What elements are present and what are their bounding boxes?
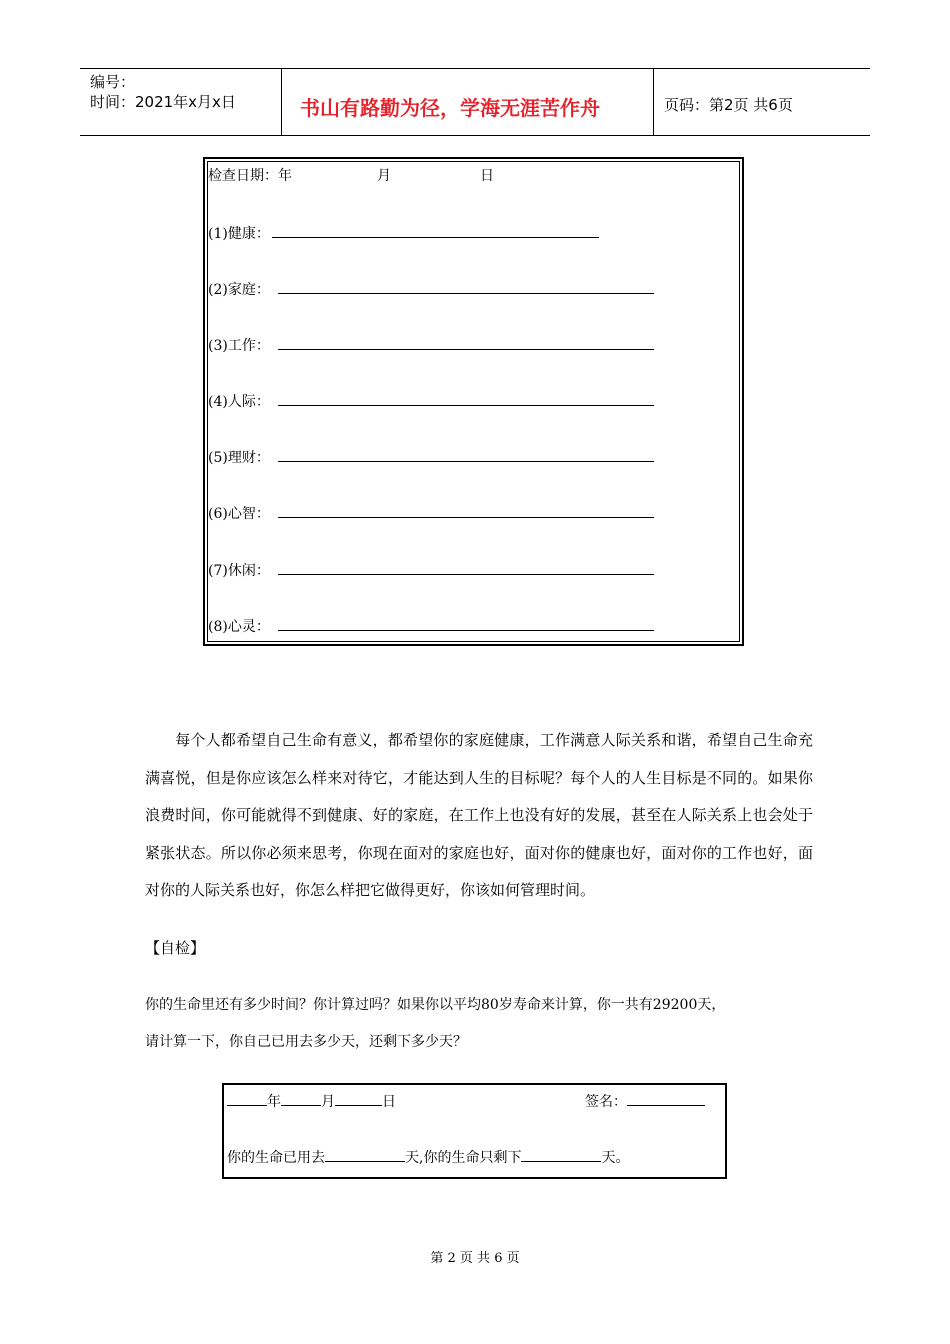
form-days-suffix: 天。	[601, 1150, 630, 1166]
checklist-item-leisure-line[interactable]	[278, 574, 654, 575]
checklist-item-spirit-label: (8)心灵：	[208, 619, 270, 635]
form-used-blank[interactable]	[325, 1147, 405, 1162]
checklist-item-family-label: (2)家庭：	[208, 282, 270, 298]
checklist-item-leisure-label: (7)休闲：	[208, 563, 270, 579]
header-bottom-rule	[80, 135, 870, 136]
form-month-label: 月	[321, 1094, 335, 1110]
checklist-item-spirit-line[interactable]	[278, 630, 654, 631]
header-top-rule	[80, 68, 870, 69]
self-check-question-line1: 你的生命里还有多少时间？你计算过吗？如果你以平均80岁寿命来计算，你一共有29200天，	[145, 997, 726, 1013]
check-day-label: 日	[480, 168, 494, 184]
check-date-label: 检查日期：年	[208, 168, 292, 184]
header-divider-right	[653, 68, 654, 135]
check-month-label: 月	[377, 168, 391, 184]
form-year-blank[interactable]	[227, 1091, 267, 1106]
header-page-code: 页码：第2页 共6页	[664, 96, 793, 114]
checklist-item-relations-label: (4)人际：	[208, 394, 270, 410]
checklist-item-relations-line[interactable]	[278, 405, 654, 406]
form-remaining-blank[interactable]	[521, 1147, 601, 1162]
form-signature-label: 签名：	[585, 1094, 627, 1110]
form-date-row	[227, 1091, 396, 1111]
form-signature-blank[interactable]	[627, 1091, 705, 1106]
self-check-question-line2: 请计算一下，你自己已用去多少天，还剩下多少天？	[145, 1034, 467, 1050]
form-signature	[585, 1091, 705, 1111]
body-paragraph-text: 每个人都希望自己生命有意义，都希望你的家庭健康，工作满意人际关系和谐，希望自己生命充满喜悦，但是你应该怎么样来对待它，才能达到人生的目标呢？每个人的人生目标是不同的。如果你浪费时间，你可能就得不到健康、好的家庭，在工作上也没有好的发展，甚至在人际关系上也会处于紧张状态。所以你必须来思考，你现在面对的家庭也好，面对你的健康也好，面对你的工作也好，面对你的人际关系也好，你怎么样把它做得更好，你该如何管理时间。	[145, 731, 813, 899]
form-used-label: 你的生命已用去	[227, 1150, 325, 1166]
checklist-item-finance-label: (5)理财：	[208, 450, 270, 466]
form-days-row	[227, 1147, 629, 1167]
body-paragraph	[145, 722, 813, 910]
self-check-heading: 【自检】	[145, 939, 206, 957]
header-time-label: 时间：2021年x月x日	[90, 93, 236, 111]
checklist-item-health-line[interactable]	[272, 237, 599, 238]
header-divider-left	[281, 68, 282, 135]
header-motto: 书山有路勤为径，学海无涯苦作舟	[300, 96, 600, 120]
form-day-label: 日	[382, 1094, 396, 1110]
checklist-box	[203, 157, 744, 646]
checklist-item-mind-line[interactable]	[278, 517, 654, 518]
form-day-blank[interactable]	[335, 1091, 382, 1106]
checklist-item-work-label: (3)工作：	[208, 338, 270, 354]
form-month-blank[interactable]	[281, 1091, 321, 1106]
checklist-item-finance-line[interactable]	[278, 461, 654, 462]
page-footer: 第 2 页 共 6 页	[430, 1251, 520, 1266]
checklist-item-family-line[interactable]	[278, 293, 654, 294]
checklist-item-health-label: (1)健康：	[208, 226, 270, 242]
form-year-label: 年	[267, 1094, 281, 1110]
checklist-item-mind-label: (6)心智：	[208, 506, 270, 522]
form-remaining-label: 天,你的生命只剩下	[405, 1150, 522, 1166]
life-days-form	[222, 1083, 727, 1179]
header-number-label: 编号：	[90, 73, 136, 91]
checklist-item-work-line[interactable]	[278, 349, 654, 350]
